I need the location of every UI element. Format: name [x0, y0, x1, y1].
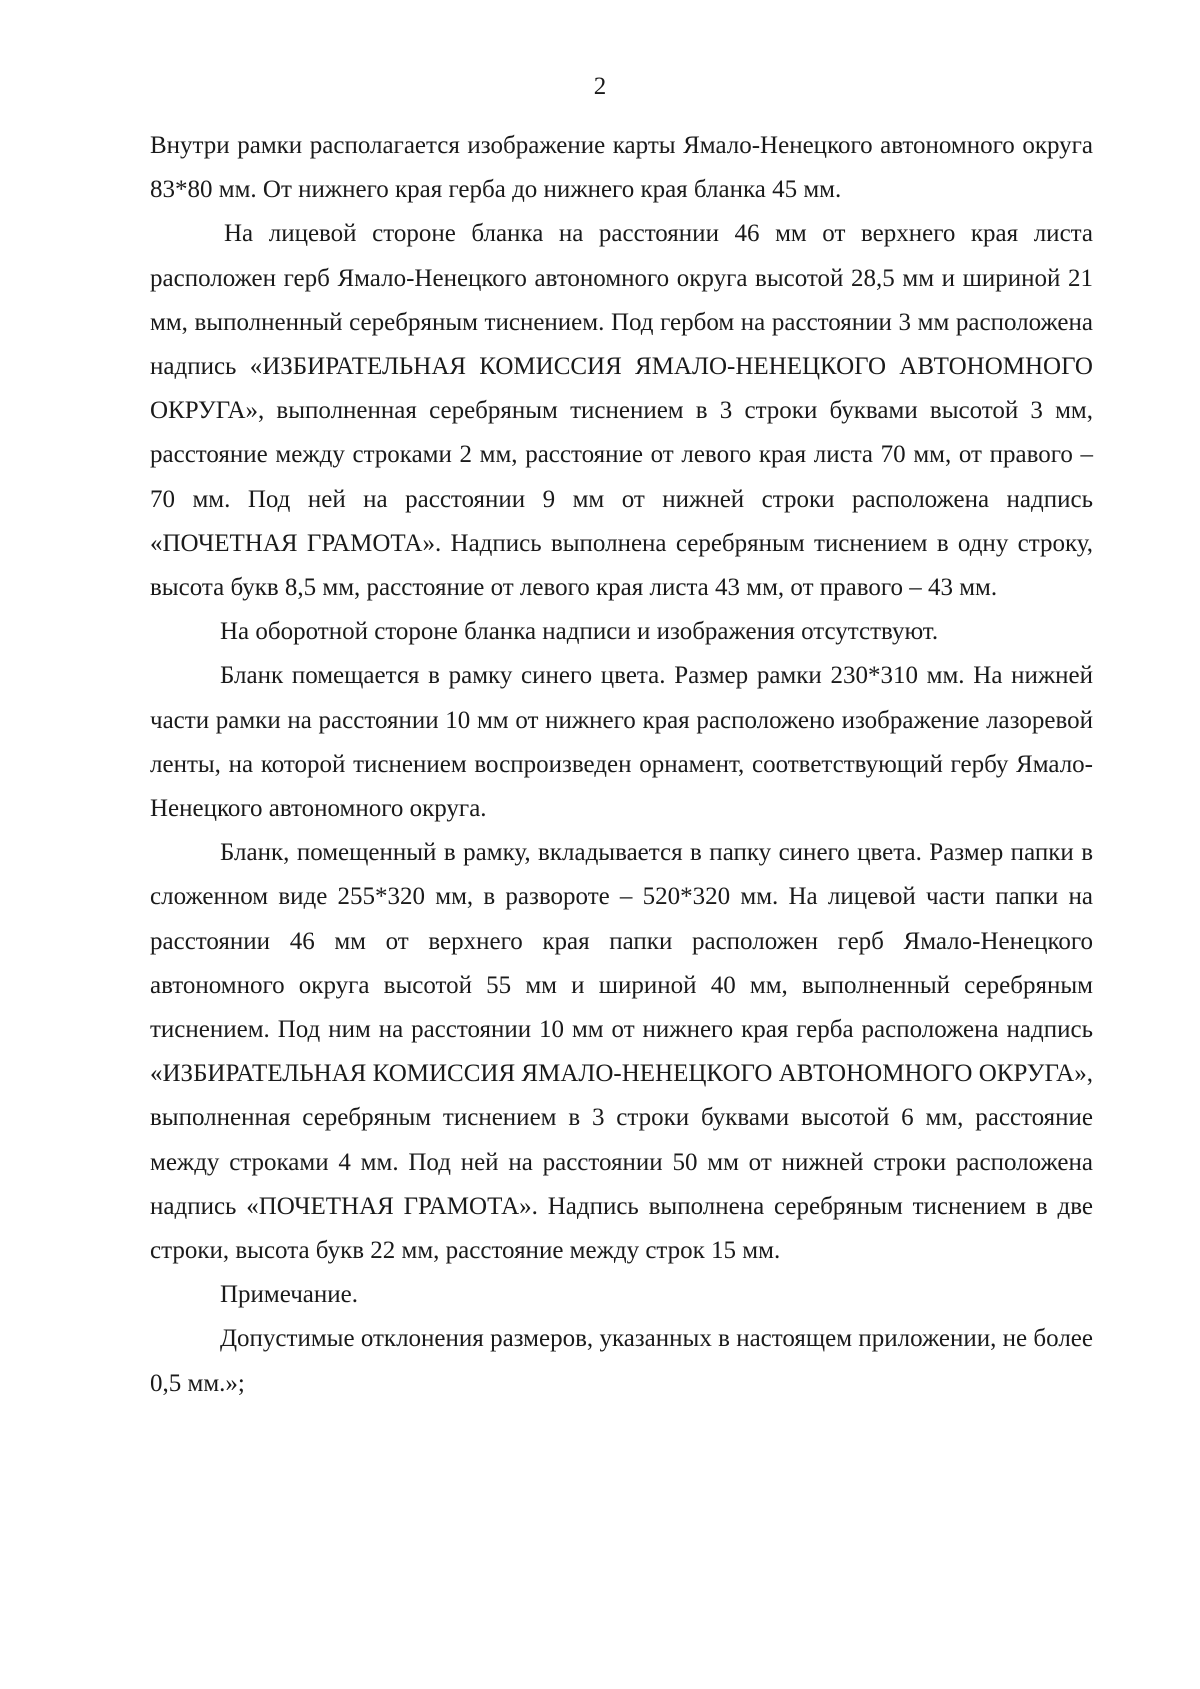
paragraph-note-heading: Примечание.	[220, 1281, 359, 1309]
paragraph-front-side: На лицевой стороне бланка на расстоянии 46 мм от верхнего края листа расположен герб Ямало-Ненецкого автономного округа высотой 28,5 мм и шириной 21 мм, выполненный серебряным тиснением. Под гербом на расстоянии 3 мм расположена надпись «ИЗБИРАТЕЛЬНАЯ КОМИССИЯ ЯМАЛО-НЕНЕЦКОГО АВТОНОМНОГО ОКРУГА», выполненная серебряным тиснением в 3 строки буквами высотой 3 мм, расстояние между строками 2 мм, расстояние от левого края листа 70 мм, от правого – 70 мм. Под ней на расстоянии 9 мм от нижней строки расположена надпись «ПОЧЕТНАЯ ГРАМОТА». Надпись выполнена серебряным тиснением в одну строку, высота букв 8,5 мм, расстояние от левого края листа 43 мм, от правого – 43 мм.	[150, 220, 1093, 602]
page-number: 2	[593, 73, 607, 100]
paragraph-frame: Бланк помещается в рамку синего цвета. Размер рамки 230*310 мм. На нижней части рамки на расстоянии 10 мм от нижнего края расположено изображение лазоревой ленты, на которой тиснением воспроизведен орнамент, соответствующий гербу Ямало-Ненецкого автономного округа.	[150, 662, 1093, 823]
paragraph-back-side: На оборотной стороне бланка надписи и изображения отсутствуют.	[220, 618, 939, 646]
paragraph-map-image: Внутри рамки располагается изображение карты Ямало-Ненецкого автономного округа 83*80 мм. От нижнего края герба до нижнего края бланка 45 мм.	[150, 132, 1093, 204]
paragraph-tolerance: Допустимые отклонения размеров, указанных в настоящем приложении, не более 0,5 мм.»;	[150, 1325, 1093, 1397]
paragraph-folder: Бланк, помещенный в рамку, вкладывается в папку синего цвета. Размер папки в сложенном виде 255*320 мм, в развороте – 520*320 мм. На лицевой части папки на расстоянии 46 мм от верхнего края папки расположен герб Ямало-Ненецкого автономного округа высотой 55 мм и шириной 40 мм, выполненный серебряным тиснением. Под ним на расстоянии 10 мм от нижнего края герба расположена надпись «ИЗБИРАТЕЛЬНАЯ КОМИССИЯ ЯМАЛО-НЕНЕЦКОГО АВТОНОМНОГО ОКРУГА», выполненная серебряным тиснением в 3 строки буквами высотой 6 мм, расстояние между строками 4 мм. Под ней на расстоянии 50 мм от нижней строки расположена надпись «ПОЧЕТНАЯ ГРАМОТА». Надпись выполнена серебряным тиснением в две строки, высота букв 22 мм, расстояние между строк 15 мм.	[150, 839, 1093, 1265]
document-body	[150, 124, 1093, 1406]
